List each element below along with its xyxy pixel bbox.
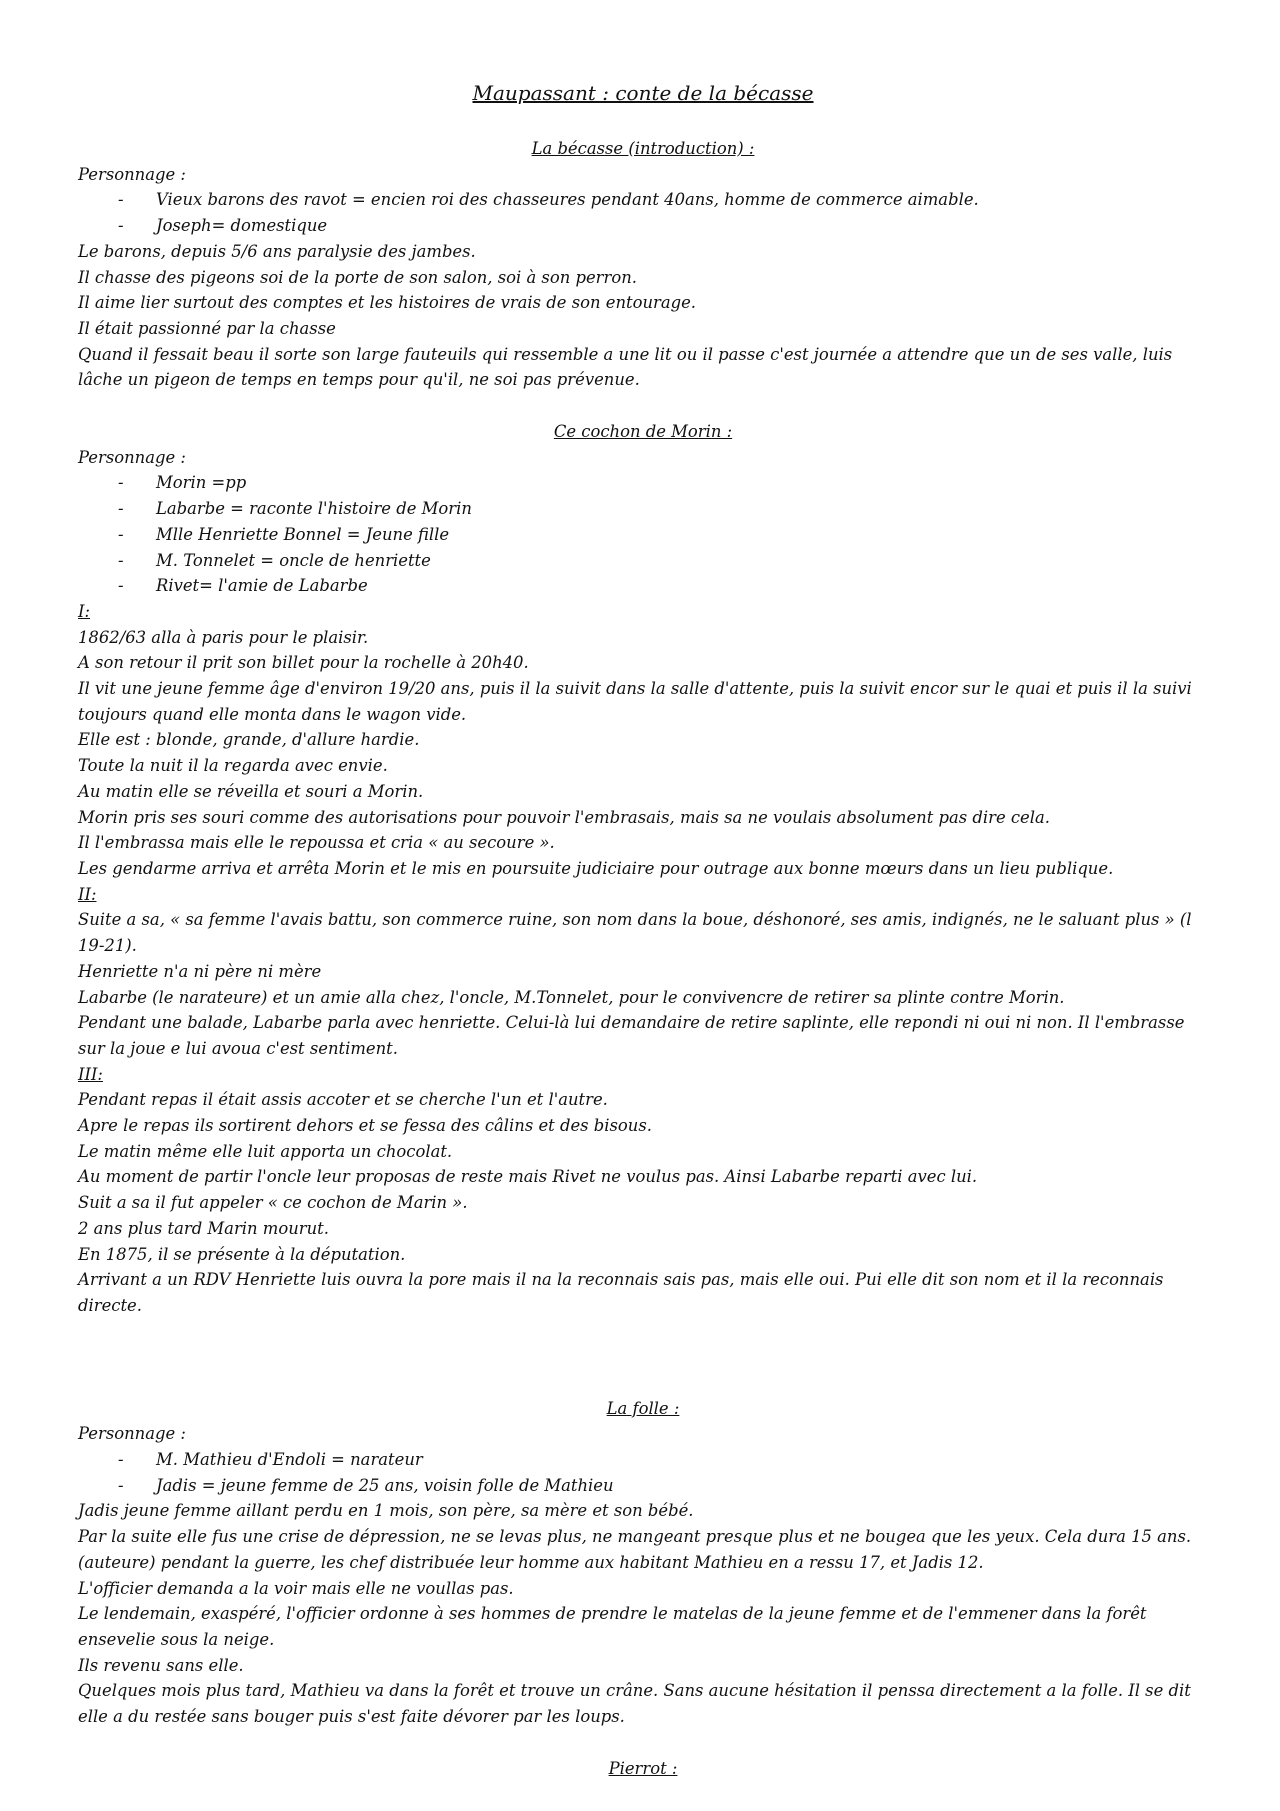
- text-line: 2 ans plus tard Marin mourut.: [78, 1218, 329, 1238]
- character-list: [78, 1447, 1208, 1498]
- section-heading: La bécasse (introduction) :: [531, 139, 755, 158]
- text-line: Toute la nuit il la regarda avec envie.: [78, 756, 388, 776]
- text-line: Jadis jeune femme aillant perdu en 1 mois, son père, sa mère et son bébé.: [78, 1501, 694, 1521]
- text-line: Apre le repas ils sortirent dehors et se fessa des câlins et des bisous.: [78, 1116, 652, 1136]
- character-list: [78, 187, 1208, 238]
- text-line: Le lendemain, exaspéré, l'officier ordonne à ses hommes de prendre le matelas de la jeune femme et de l'emmener dans la forêt ensevelie sous la neige.: [78, 1604, 1147, 1649]
- character-text: Morin =pp: [156, 473, 247, 493]
- section-heading: Ce cochon de Morin :: [553, 422, 733, 442]
- spacer: [78, 1730, 1208, 1756]
- character-item: [78, 470, 1208, 496]
- character-text: Vieux barons des ravot = encien roi des chasseures pendant 40ans, homme de commerce aimable.: [156, 190, 979, 210]
- text-line: Au moment de partir l'oncle leur proposas de reste mais Rivet ne voulus pas. Ainsi Labarbe reparti avec lui.: [78, 1167, 978, 1187]
- text-line: Pendant repas il était assis accoter et se cherche l'un et l'autre.: [78, 1090, 608, 1110]
- section-pierrot: [78, 1756, 1208, 1782]
- text-line: Labarbe (le narateure) et un amie alla chez, l'oncle, M.Tonnelet, pour le convivencre de retirer sa plinte contre Morin.: [78, 987, 1065, 1007]
- part-label-2: II:: [78, 884, 97, 904]
- text-block: [78, 907, 1208, 1061]
- text-line: Le matin même elle luit apporta un chocolat.: [78, 1141, 453, 1161]
- character-text: M. Tonnelet = oncle de henriette: [156, 550, 431, 570]
- text-line: Suit a sa il fut appeler « ce cochon de Marin ».: [78, 1193, 468, 1213]
- text-block: [78, 625, 1208, 882]
- bullet-dash: -: [118, 473, 124, 493]
- text-line: A son retour il prit son billet pour la rochelle à 20h40.: [78, 653, 529, 673]
- character-text: Labarbe = raconte l'histoire de Morin: [156, 499, 472, 519]
- character-item: [78, 1473, 1208, 1499]
- text-line: Morin pris ses souri comme des autorisations pour pouvoir l'embrasais, mais sa ne voulais absolument pas dire cela.: [78, 807, 1050, 827]
- part-label-3: III:: [78, 1064, 103, 1084]
- personnage-label: Personnage :: [78, 1424, 186, 1444]
- text-line: Ils revenu sans elle.: [78, 1655, 244, 1675]
- text-line: Pendant une balade, Labarbe parla avec henriette. Celui-là lui demandaire de retire saplinte, elle repondi ni oui ni non. Il l'embrasse sur la joue e lui avoua c'est sentiment.: [78, 1013, 1185, 1058]
- text-line: Quand il fessait beau il sorte son large fauteuils qui ressemble a une lit ou il passe c'est journée a attendre que un de ses valle, luis lâche un pigeon de temps en temps pour qu'il, ne soi pas prévenue.: [78, 344, 1173, 390]
- text-line: Les gendarme arriva et arrêta Morin et le mis en poursuite judiciaire pour outrage aux bonne mœurs dans un lieu publique.: [78, 858, 1114, 878]
- part-label-1: I:: [78, 601, 90, 621]
- personnage-label: Personnage :: [78, 447, 186, 467]
- character-text: Rivet= l'amie de Labarbe: [156, 576, 368, 596]
- text-line: Henriette n'a ni père ni mère: [78, 961, 322, 981]
- text-block: [78, 1087, 1208, 1318]
- text-line: Par la suite elle fus une crise de dépression, ne se levas plus, ne mangeant presque plus et ne bougea que les yeux. Cela dura 15 ans.: [78, 1527, 1192, 1547]
- bullet-dash: -: [118, 190, 124, 210]
- section-becasse: [78, 136, 1208, 393]
- character-text: Mlle Henriette Bonnel = Jeune fille: [156, 524, 450, 544]
- section-heading: Pierrot :: [608, 1758, 678, 1778]
- text-line: Au matin elle se réveilla et souri a Morin.: [78, 781, 424, 801]
- bullet-dash: -: [118, 499, 124, 519]
- text-line: Elle est : blonde, grande, d'allure hardie.: [78, 730, 420, 750]
- text-line: (auteure) pendant la guerre, les chef distribuée leur homme aux habitant Mathieu en a ressu 17, et Jadis 12.: [78, 1552, 984, 1572]
- text-line: Arrivant a un RDV Henriette luis ouvra la pore mais il na la reconnais sais pas, mais elle oui. Pui elle dit son nom et il la reconnais directe.: [78, 1270, 1164, 1315]
- personnage-label: Personnage :: [78, 164, 186, 184]
- character-item: [78, 522, 1208, 548]
- character-item: [78, 213, 1208, 239]
- text-line: Il vit une jeune femme âge d'environ 19/20 ans, puis il la suivit dans la salle d'attente, puis la suivit encor sur le quai et puis il la suivi toujours quand elle monta dans le wagon vide.: [78, 679, 1192, 724]
- character-text: Jadis = jeune femme de 25 ans, voisin folle de Mathieu: [156, 1475, 614, 1495]
- character-text: Joseph= domestique: [156, 216, 328, 236]
- section-folle: [78, 1396, 1208, 1730]
- text-block: [78, 1498, 1208, 1729]
- text-block: [78, 239, 1208, 393]
- character-item: [78, 187, 1208, 213]
- text-line: Suite a sa, « sa femme l'avais battu, son commerce ruine, son nom dans la boue, déshonoré, ses amis, indignés, ne le saluant plus » (l 19-21).: [78, 910, 1192, 956]
- section-morin: [78, 419, 1208, 1319]
- bullet-dash: -: [118, 1450, 124, 1470]
- bullet-dash: -: [118, 1475, 124, 1495]
- document-title: Maupassant : conte de la bécasse: [472, 81, 814, 105]
- section-heading: La folle :: [606, 1398, 680, 1418]
- text-line: L'officier demanda a la voir mais elle ne voullas pas.: [78, 1578, 514, 1598]
- spacer: [78, 393, 1208, 419]
- document-content: [78, 78, 1208, 1781]
- text-line: Le barons, depuis 5/6 ans paralysie des jambes.: [78, 241, 476, 261]
- character-item: [78, 1447, 1208, 1473]
- character-item: [78, 548, 1208, 574]
- text-line: Il chasse des pigeons soi de la porte de son salon, soi à son perron.: [78, 267, 637, 287]
- character-list: [78, 470, 1208, 599]
- text-line: 1862/63 alla à paris pour le plaisir.: [78, 627, 369, 647]
- bullet-dash: -: [118, 524, 124, 544]
- bullet-dash: -: [118, 576, 124, 596]
- bullet-dash: -: [118, 216, 124, 236]
- character-text: M. Mathieu d'Endoli = narateur: [156, 1450, 423, 1470]
- text-line: Il était passionné par la chasse: [78, 318, 336, 338]
- character-item: [78, 573, 1208, 599]
- text-line: Quelques mois plus tard, Mathieu va dans la forêt et trouve un crâne. Sans aucune hésitation il penssa directement a la folle. Il se dit elle a du restée sans bouger puis s'est faite dévorer par les loups.: [78, 1681, 1191, 1727]
- text-line: En 1875, il se présente à la députation.: [78, 1244, 406, 1264]
- text-line: Il l'embrassa mais elle le repoussa et cria « au secoure ».: [78, 833, 555, 853]
- text-line: Il aime lier surtout des comptes et les histoires de vrais de son entourage.: [78, 293, 697, 313]
- bullet-dash: -: [118, 550, 124, 570]
- character-item: [78, 496, 1208, 522]
- spacer: [78, 1319, 1208, 1396]
